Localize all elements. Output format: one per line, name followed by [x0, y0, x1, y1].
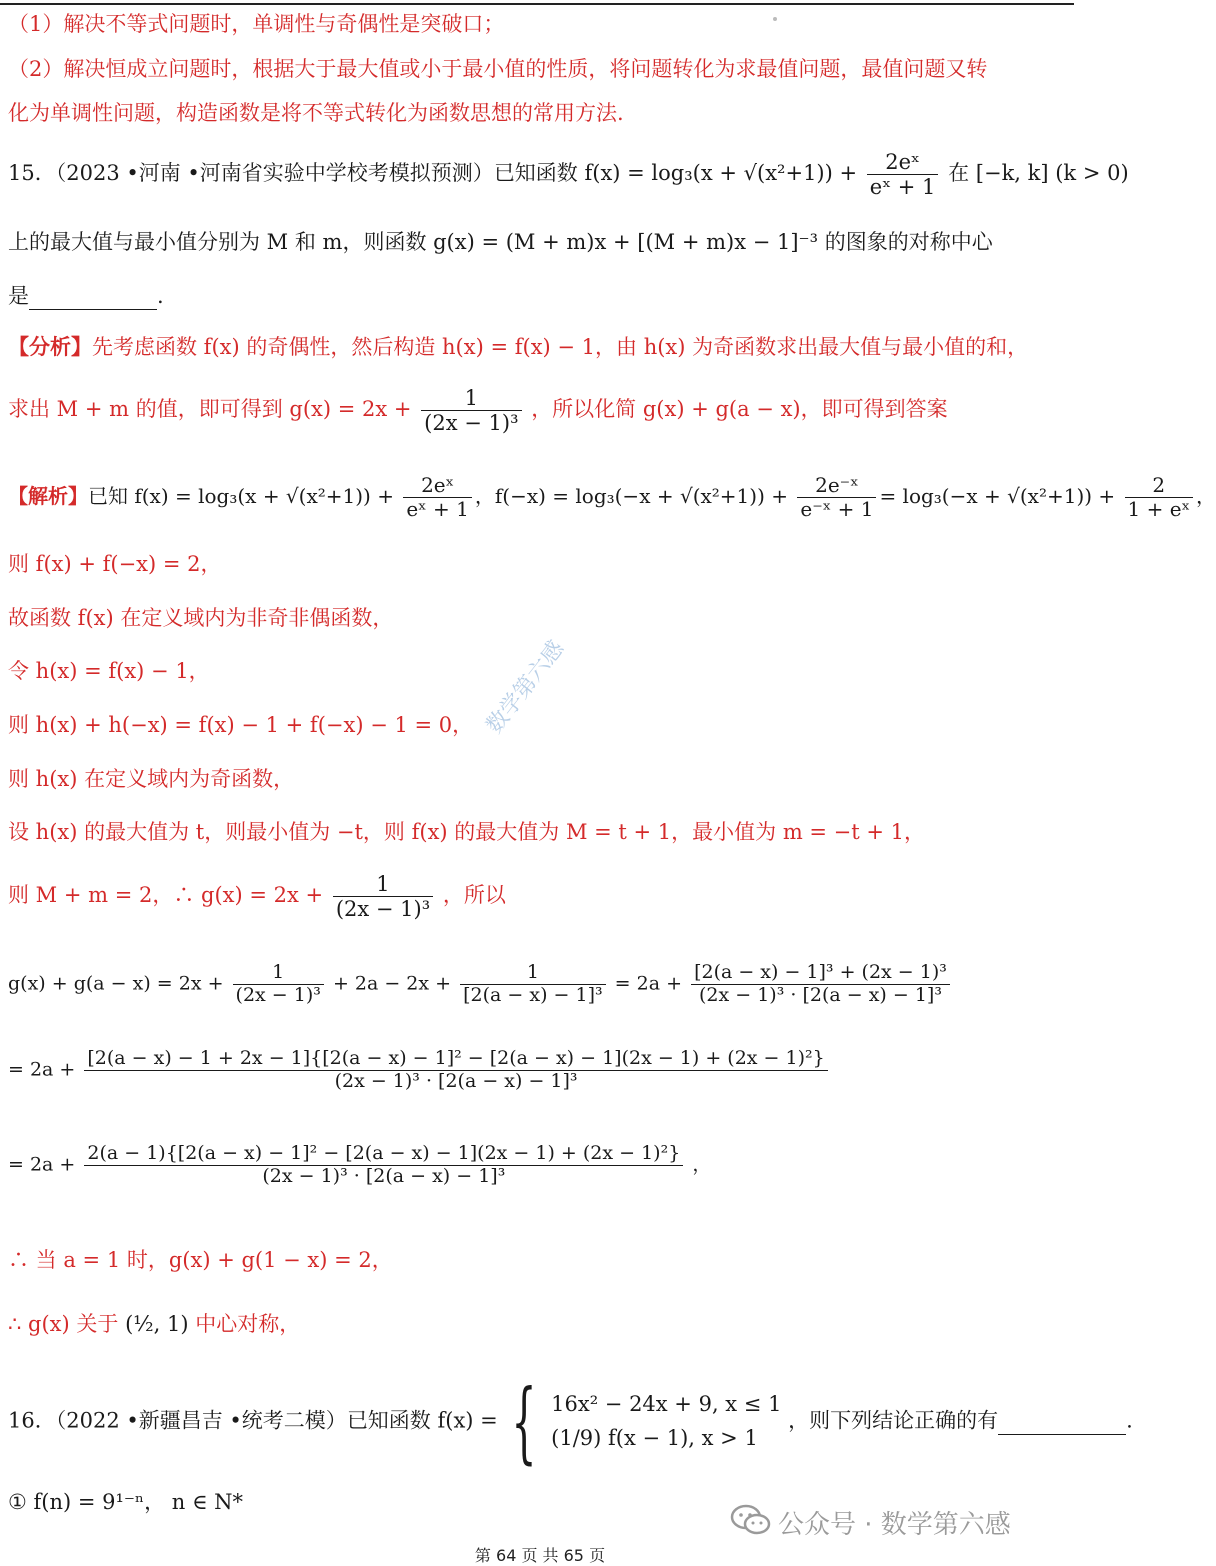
solution-line-2: 则 f(x) + f(−x) = 2，: [8, 552, 222, 576]
q15-frac-den: eˣ + 1: [869, 175, 936, 200]
eq1-b: + 2a − 2x +: [332, 972, 452, 995]
solution-tag: 【解析】: [8, 484, 88, 508]
solution-frac-1-num: 2eˣ: [403, 474, 472, 498]
q15-source: （2023 •河南 •河南省实验中学校考模拟预测）: [55, 161, 494, 186]
solution-line-10: [8, 1312, 300, 1337]
solution-line-4: 令 h(x) = f(x) − 1，: [8, 659, 210, 683]
q16-line-1: [8, 1370, 1133, 1473]
q15-line-1: [8, 150, 1129, 199]
analysis-text-2b: ，所以化简 g(x) + g(a − x)，即可得到答案: [531, 397, 948, 422]
speck: [773, 17, 777, 21]
note-line-3: 化为单调性问题，构造函数是将不等式转化为函数思想的常用方法.: [8, 101, 624, 125]
analysis-line-2: [8, 386, 948, 435]
solution-frac-1: [403, 474, 472, 521]
q16-case-1: 16x² − 24x + 9, x ≤ 1: [551, 1392, 782, 1417]
q16-period: .: [1126, 1408, 1133, 1433]
solution-frac-1-den: eˣ + 1: [406, 497, 469, 521]
solution-1d: ，: [1196, 484, 1216, 508]
eq1-frac-1: [233, 962, 324, 1007]
analysis-tag: 【分析】: [8, 334, 92, 359]
note-line-1: （1）解决不等式问题时，单调性与奇偶性是突破口；: [8, 12, 505, 36]
eq1-frac-2-den: [2(a − x) − 1]³: [463, 983, 603, 1006]
solution-line-8: [8, 872, 506, 921]
solution-line-3: 故函数 f(x) 在定义域内为非奇非偶函数，: [8, 606, 394, 630]
solution-frac-3: [1125, 474, 1194, 521]
q15-text-1: 已知函数 f(x) = log₃(x + √(x²+1)) +: [493, 161, 858, 186]
solution-line-7: 设 h(x) 的最大值为 t，则最小值为 −t，则 f(x) 的最大值为 M = t + 1，最小值为 m = −t + 1，: [8, 820, 926, 844]
eq2-a: = 2a +: [8, 1058, 76, 1081]
q15-answer-period: .: [157, 284, 164, 308]
eq1-frac-3-num: [2(a − x) − 1]³ + (2x − 1)³: [691, 962, 950, 985]
solution-8-fraction: [333, 872, 433, 921]
q16-case-2: (1/9) f(x − 1), x > 1: [551, 1426, 758, 1450]
eq1-frac-1-num: 1: [233, 962, 324, 985]
diagonal-watermark: 数学第六感: [481, 636, 570, 739]
equation-3: [8, 1143, 711, 1188]
solution-10b: 中心对称，: [195, 1312, 301, 1336]
q15-line-3: [8, 284, 164, 310]
q15-answer-blank: [29, 284, 157, 310]
solution-line-1: [8, 474, 1216, 521]
solution-1a: 已知 f(x) = log₃(x + √(x²+1)) +: [88, 484, 394, 508]
eq1-c: = 2a +: [614, 972, 683, 995]
solution-line-9: ∴ 当 a = 1 时，g(x) + g(1 − x) = 2，: [8, 1248, 393, 1272]
eq1-frac-2-num: 1: [460, 962, 606, 985]
q16-source: （2022 •新疆昌吉 •统考二模）: [55, 1408, 347, 1433]
q15-frac-num: 2eˣ: [867, 150, 939, 175]
q16-cases: [551, 1388, 781, 1455]
eq3-a: = 2a +: [8, 1153, 76, 1176]
analysis-text-1: 先考虑函数 f(x) 的奇偶性，然后构造 h(x) = f(x) − 1，由 h(x) 为奇函数求出最大值与最小值的和，: [92, 335, 1029, 359]
analysis-text-2a: 求出 M + m 的值，即可得到 g(x) = 2x +: [8, 397, 412, 422]
eq1-a: g(x) + g(a − x) = 2x +: [8, 972, 224, 995]
note-line-2: （2）解决恒成立问题时，根据大于最大值或小于最小值的性质，将问题转化为求最值问题，最值问题又转: [8, 57, 988, 81]
solution-frac-2: [797, 474, 876, 521]
eq3-frac-den: (2x − 1)³ · [2(a − x) − 1]³: [262, 1164, 506, 1187]
analysis-frac-den: (2x − 1)³: [424, 411, 519, 436]
solution-8-frac-den: (2x − 1)³: [335, 897, 431, 922]
q16-text-2: ，则下列结论正确的有: [788, 1408, 999, 1433]
q15-number: 15．: [8, 161, 56, 186]
wechat-logo-icon: [730, 1503, 772, 1537]
q16-text-1: 已知函数 f(x) =: [346, 1408, 498, 1433]
q15-line-2: 上的最大值与最小值分别为 M 和 m，则函数 g(x) = (M + m)x + [(M + m)x − 1]⁻³ 的图象的对称中心: [8, 230, 993, 254]
q15-answer-prefix: 是: [8, 284, 29, 308]
q15-text-1b: 在 [−k, k] (k > 0): [948, 161, 1129, 186]
solution-frac-3-den: 1 + eˣ: [1127, 497, 1191, 521]
q16-number: 16．: [8, 1408, 56, 1433]
eq3-frac: [84, 1143, 683, 1188]
analysis-frac-num: 1: [421, 386, 521, 411]
solution-1c: = log₃(−x + √(x²+1)) +: [879, 484, 1116, 508]
solution-8-frac-num: 1: [333, 872, 433, 897]
eq3-b: ，: [692, 1153, 712, 1176]
q16-brace: {: [511, 1370, 538, 1473]
eq1-frac-3-den: (2x − 1)³ · [2(a − x) − 1]³: [699, 983, 942, 1006]
eq2-frac: [84, 1048, 827, 1093]
solution-8b: ，所以: [442, 883, 506, 908]
eq1-frac-1-den: (2x − 1)³: [235, 983, 321, 1006]
solution-frac-3-num: 2: [1125, 474, 1194, 498]
page-footer: 第 64 页 共 65 页: [474, 1546, 606, 1565]
eq1-frac-3: [691, 962, 950, 1007]
solution-8a: 则 M + m = 2，∴ g(x) = 2x +: [8, 883, 324, 908]
q15-fraction: [867, 150, 939, 199]
solution-line-5: 则 h(x) + h(−x) = f(x) − 1 + f(−x) − 1 = 0，: [8, 713, 474, 737]
analysis-line-1: [8, 334, 1028, 360]
solution-10a: ∴ g(x) 关于: [8, 1312, 119, 1336]
top-rule: [0, 3, 1074, 5]
equation-2: [8, 1048, 831, 1093]
eq2-frac-num: [2(a − x) − 1 + 2x − 1]{[2(a − x) − 1]² − [2(a − x) − 1](2x − 1) + (2x − 1)²}: [84, 1048, 827, 1071]
symmetry-center: (½, 1): [125, 1312, 189, 1336]
equation-1: [8, 962, 953, 1007]
solution-1b: ，f(−x) = log₃(−x + √(x²+1)) +: [474, 484, 788, 508]
solution-frac-2-num: 2e⁻ˣ: [797, 474, 876, 498]
q16-item-1: ① f(n) = 9¹⁻ⁿ， n ∈ N*: [8, 1490, 244, 1514]
solution-frac-2-den: e⁻ˣ + 1: [800, 497, 874, 521]
wechat-watermark-text: 公众号 · 数学第六感: [778, 1510, 1011, 1540]
eq1-frac-2: [460, 962, 606, 1007]
q16-answer-blank: [998, 1409, 1126, 1435]
analysis-fraction: [421, 386, 521, 435]
eq3-frac-num: 2(a − 1){[2(a − x) − 1]² − [2(a − x) − 1](2x − 1) + (2x − 1)²}: [84, 1143, 683, 1166]
solution-line-6: 则 h(x) 在定义域内为奇函数，: [8, 767, 295, 791]
eq2-frac-den: (2x − 1)³ · [2(a − x) − 1]³: [334, 1069, 578, 1092]
